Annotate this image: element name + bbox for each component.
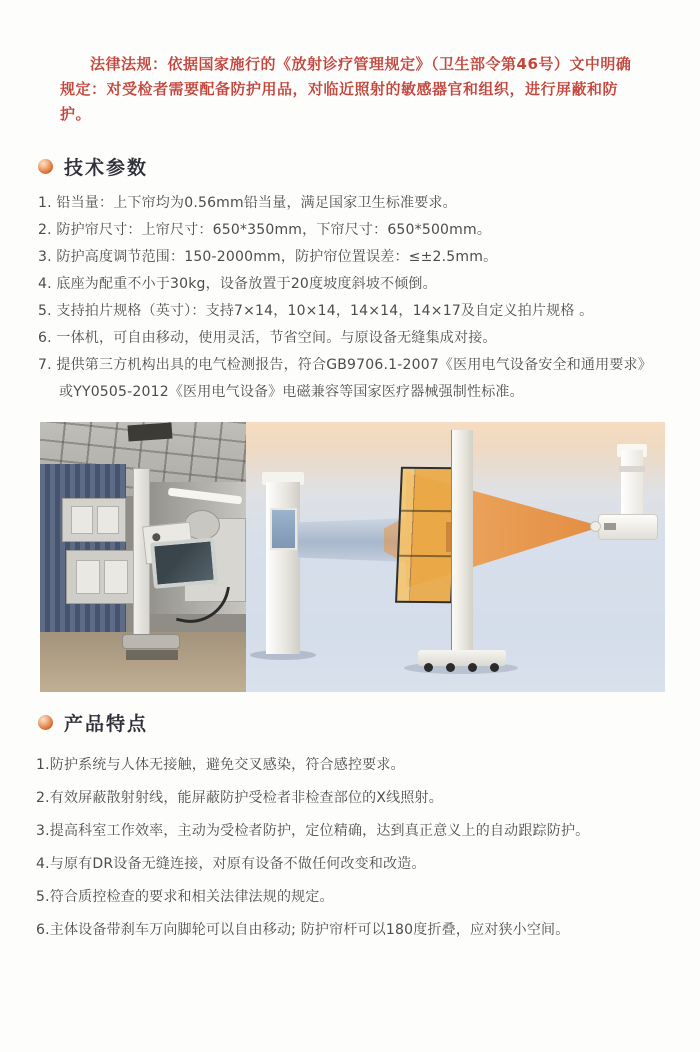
tech-list-item: 3. 防护高度调节范围：150-2000mm，防护帘位置误差：≤±2.5mm。 [38, 249, 498, 265]
product-feature-list [36, 749, 666, 947]
section-title-tech-params: 技术参数 [64, 157, 149, 179]
feature-list-item: 6.主体设备带刹车万向脚轮可以自由移动; 防护帘杆可以180度折叠，应对狭小空间。 [36, 922, 570, 938]
caster-wheel [468, 663, 477, 672]
render-tube-slot [604, 523, 616, 530]
tech-list-item: 1. 铅当量：上下帘均为0.56mm铅当量，满足国家卫生标准要求。 [38, 195, 457, 211]
orange-sphere-bullet-icon [38, 715, 53, 730]
product-spec-page [0, 52, 700, 1052]
feature-list-item: 5.符合质控检查的要求和相关法律法规的规定。 [36, 889, 334, 905]
render-tube-column [621, 450, 643, 522]
caster-wheel [446, 663, 455, 672]
render-stand-column [451, 430, 473, 658]
render-tube-ring [619, 466, 645, 472]
photo-device-base [122, 634, 180, 649]
panel-divider [401, 510, 454, 512]
render-tube-collimator [590, 521, 601, 532]
section-header-tech-params [38, 153, 700, 180]
photo-ceiling-gap [127, 422, 172, 441]
tech-parameter-list [38, 190, 666, 406]
console-knob [152, 533, 161, 542]
hospital-xray-room-photo [40, 422, 246, 692]
cabinet-door [76, 560, 100, 594]
feature-list-item: 2.有效屏蔽散射射线，能屏蔽防护受检者非检查部位的X线照射。 [36, 790, 443, 806]
photo-cabinet-upper [62, 498, 126, 542]
photo-base-pallet [126, 650, 178, 660]
cabinet-door [71, 506, 93, 534]
section-header-product-features [38, 709, 700, 736]
photo-cabinet-lower [66, 550, 134, 604]
cabinet-door [97, 506, 119, 534]
tech-list-item: 5. 支持拍片规格（英寸）：支持7×14，10×14，14×14，14×17及自定义拍片规格 。 [38, 303, 594, 319]
legal-notice-text: 法律法规：依据国家施行的《放射诊疗管理规定》（卫生部令第46号）文中明确规定：对受检者需要配备防护用品，对临近照射的敏感器官和组织，进行屏蔽和防护。 [60, 55, 632, 123]
xray-protection-system-3d-render [246, 422, 665, 692]
caster-wheel [424, 663, 433, 672]
feature-list-item: 1.防护系统与人体无接触，避免交叉感染，符合感控要求。 [36, 757, 405, 773]
tech-list-item: 6. 一体机，可自由移动，使用灵活，节省空间。与原设备无缝集成对接。 [38, 330, 497, 346]
tech-list-item: 7. 提供第三方机构出具的电气检测报告，符合GB9706.1-2007《医用电气设备安全和通用要求》或YY0505-2012《医用电气设备》电磁兼容等国家医疗器械强制性标准。 [38, 357, 652, 400]
product-figure [40, 422, 665, 692]
feature-list-item: 3.提高科室工作效率，主动为受检者防护，定位精确，达到真正意义上的自动跟踪防护。 [36, 823, 590, 839]
feature-list-item: 4.与原有DR设备无缝连接，对原有设备不做任何改变和改造。 [36, 856, 426, 872]
tech-list-item: 4. 底座为配重不小于30kg，设备放置于20度坡度斜坡不倾倒。 [38, 276, 437, 292]
section-title-product-features: 产品特点 [64, 713, 149, 735]
tech-list-item: 2. 防护帘尺寸：上帘尺寸：650*350mm，下帘尺寸：650*500mm。 [38, 222, 492, 238]
orange-sphere-bullet-icon [38, 159, 53, 174]
cabinet-door [104, 560, 128, 594]
render-display-screen [270, 508, 297, 550]
photo-cable [176, 578, 230, 631]
panel-divider [399, 555, 452, 557]
caster-wheel [490, 663, 499, 672]
